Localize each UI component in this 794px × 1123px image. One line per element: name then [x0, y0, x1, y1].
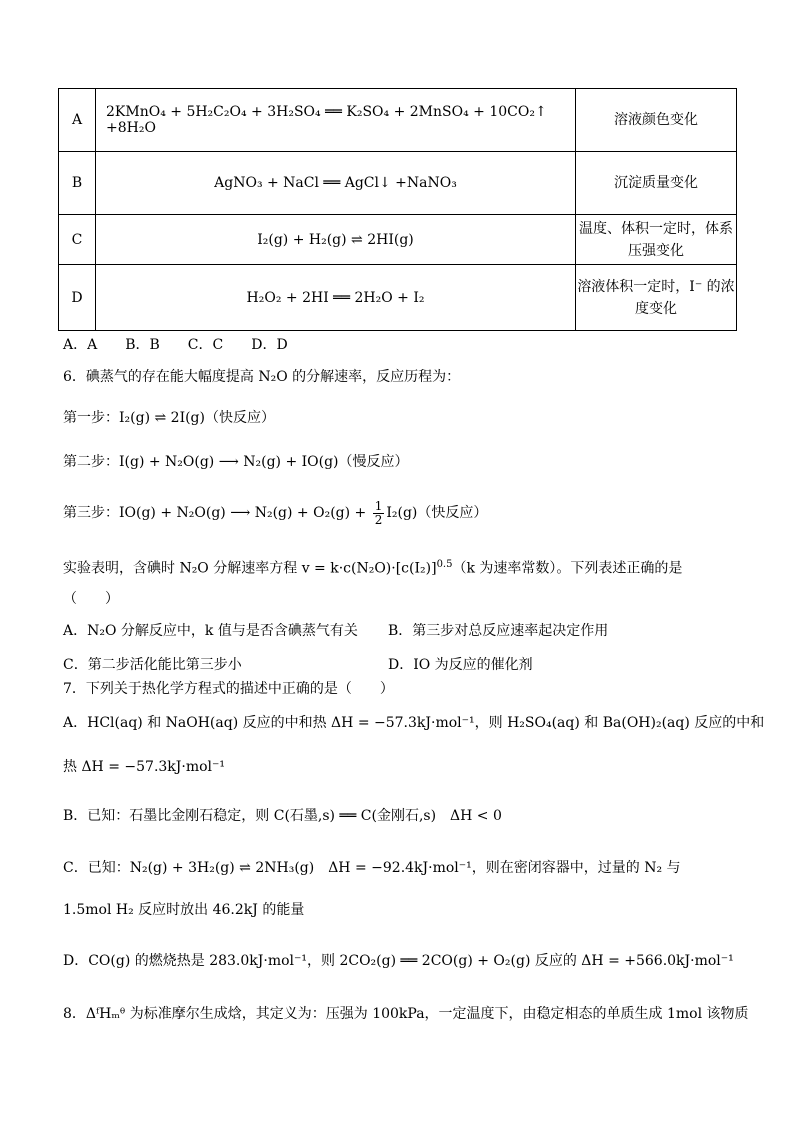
q6-option-a: A．N₂O 分解反应中，k 值与是否含碘蒸气有关	[63, 623, 358, 639]
row-equation: 2KMnO₄ + 5H₂C₂O₄ + 3H₂SO₄ ══ K₂SO₄ + 2MnSO₄ + 10CO₂↑ +8H₂O	[96, 89, 576, 152]
table-row	[59, 265, 737, 331]
table-row	[59, 89, 737, 152]
row-equation: I₂(g) + H₂(g) ⇌ 2HI(g)	[96, 215, 576, 265]
row-equation: H₂O₂ + 2HI ══ 2H₂O + I₂	[96, 265, 576, 331]
row-label: C	[59, 215, 96, 265]
row-equation: AgNO₃ + NaCl ══ AgCl↓ +NaNO₃	[96, 152, 576, 215]
q6-step1: 第一步：I₂(g) ⇌ 2I(g)（快反应）	[63, 410, 275, 426]
q6-exp-pre: 实验表明，含碘时 N₂O 分解速率方程 v = k·c(N₂O)·[c(I₂)]	[63, 560, 437, 577]
options-table	[58, 88, 737, 331]
q6-step3	[63, 496, 487, 530]
q6-step3-pre: 第三步：IO(g) + N₂O(g) ⟶ N₂(g) + O₂(g) +	[63, 505, 371, 521]
q6-exp-exponent: 0.5	[436, 559, 453, 570]
fraction-denominator: 2	[374, 512, 383, 527]
q6-stem: 6．碘蒸气的存在能大幅度提高 N₂O 的分解速率，反应历程为：	[63, 369, 461, 385]
q7-option-c-line1: C．已知：N₂(g) + 3H₂(g) ⇌ 2NH₃(g) ΔH = −92.4kJ·mol⁻¹，则在密闭容器中，过量的 N₂ 与	[63, 860, 681, 876]
q6-paren: （ ）	[63, 591, 119, 607]
table-row	[59, 215, 737, 265]
row-observable: 温度、体积一定时，体系压强变化	[576, 215, 737, 265]
q7-option-a-line1: A．HCl(aq) 和 NaOH(aq) 反应的中和热 ΔH = −57.3kJ·mol⁻¹，则 H₂SO₄(aq) 和 Ba(OH)₂(aq) 反应的中和	[63, 715, 765, 731]
q8-stem: 8．ΔᶠHₘᶿ 为标准摩尔生成焓，其定义为：压强为 100kPa，一定温度下，由稳定相态的单质生成 1mol 该物质	[63, 1006, 749, 1022]
q6-experiment	[63, 555, 682, 579]
q6-option-d: D．IO 为反应的催化剂	[388, 657, 533, 673]
row-observable: 溶液体积一定时，I⁻ 的浓度变化	[576, 265, 737, 331]
q6-option-c: C．第二步活化能比第三步小	[63, 657, 242, 673]
half-fraction	[373, 500, 385, 527]
q7-option-a-line2: 热 ΔH = −57.3kJ·mol⁻¹	[63, 759, 226, 775]
q6-step2: 第二步：I(g) + N₂O(g) ⟶ N₂(g) + IO(g)（慢反应）	[63, 454, 409, 470]
row-observable: 溶液颜色变化	[576, 89, 737, 152]
q7-option-b: B．已知：石墨比金刚石稳定，则 C(石墨,s) ══ C(金刚石,s) ΔH < 0	[63, 808, 502, 824]
row-label: D	[59, 265, 96, 331]
q5-answers: A．A B．B C．C D．D	[63, 337, 288, 353]
fraction-numerator: 1	[374, 498, 383, 513]
row-label: A	[59, 89, 96, 152]
q6-option-b: B．第三步对总反应速率起决定作用	[388, 623, 609, 639]
q7-option-c-line2: 1.5mol H₂ 反应时放出 46.2kJ 的能量	[63, 902, 305, 918]
q7-stem: 7．下列关于热化学方程式的描述中正确的是（ ）	[63, 681, 394, 697]
q6-exp-post: （k 为速率常数）。下列表述正确的是	[452, 560, 683, 577]
row-label: B	[59, 152, 96, 215]
row-observable: 沉淀质量变化	[576, 152, 737, 215]
q6-step3-post: I₂(g)（快反应）	[386, 505, 488, 521]
table-row	[59, 152, 737, 215]
q7-option-d: D．CO(g) 的燃烧热是 283.0kJ·mol⁻¹，则 2CO₂(g) ══ 2CO(g) + O₂(g) 反应的 ΔH = +566.0kJ·mol⁻¹	[63, 953, 734, 969]
